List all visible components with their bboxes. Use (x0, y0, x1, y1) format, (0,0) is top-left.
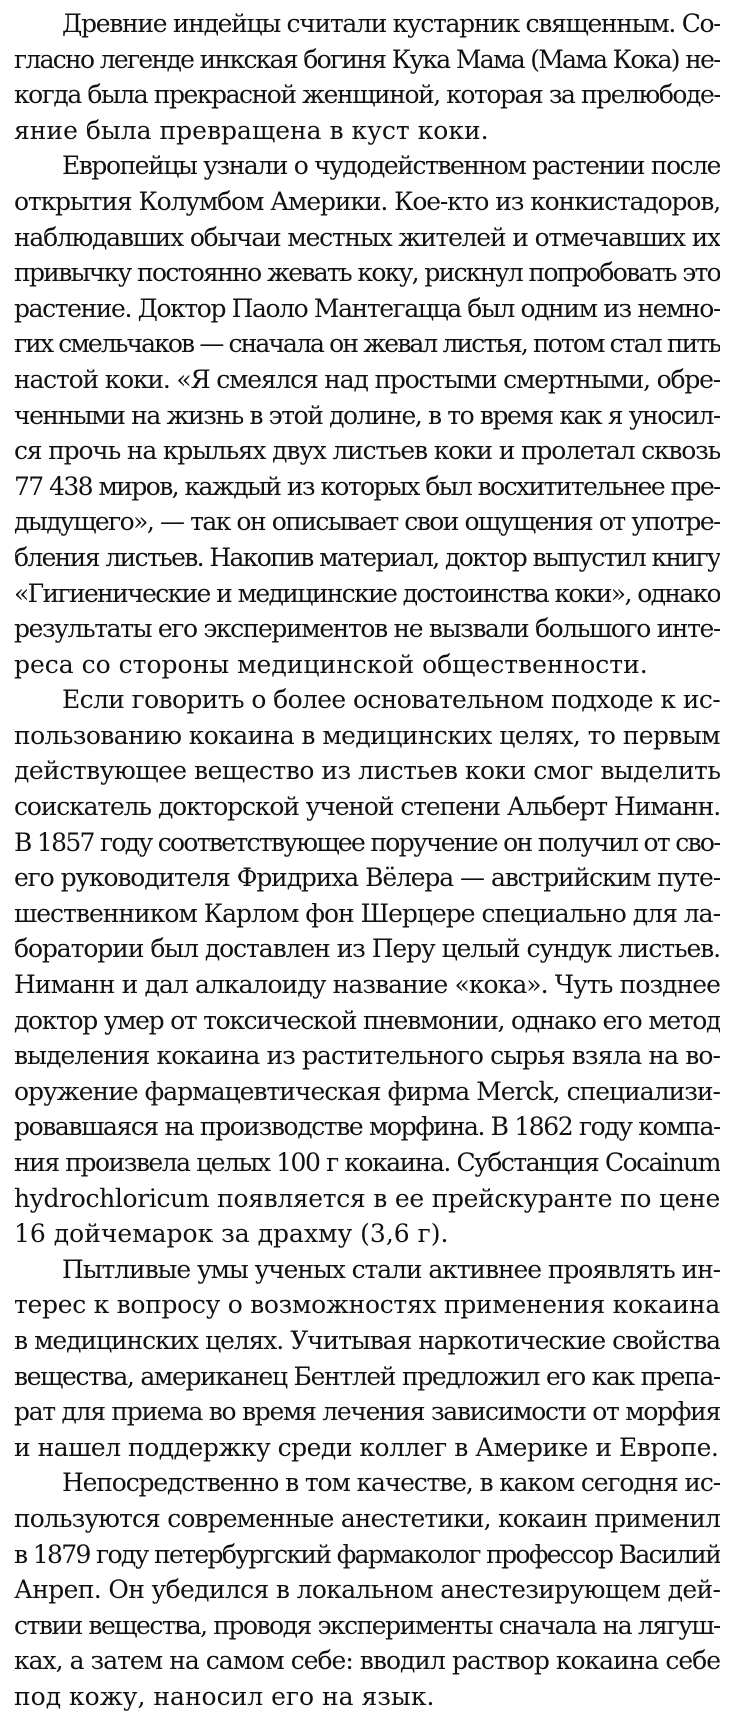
text-line: hydrochloricum появляется в ее прейскуранте по цене (14, 1183, 720, 1213)
text-line: гих смельчаков — сначала он жевал листья, потом стал пить (14, 329, 720, 359)
paragraph-1 (14, 6, 720, 148)
text-line: дыдущего», — так он описывает свои ощущения от употре- (14, 507, 720, 537)
text-line: открытия Колумбом Америки. Кое-кто из конкистадоров, (14, 186, 720, 216)
text-line: соискатель докторской ученой степени Альберт Ниманн. (14, 792, 720, 822)
text-line: ровавшаяся на производстве морфина. В 1862 году компа- (14, 1112, 720, 1142)
text-line: пользуются современные анестетики, кокаин применил (14, 1503, 720, 1533)
text-line: терес к вопросу о возможностях применения кокаина (14, 1290, 720, 1320)
text-line: рат для приема во время лечения зависимости от морфия (14, 1397, 720, 1427)
text-line: наблюдавших обычаи местных жителей и отмечавших их (14, 222, 720, 252)
text-line: Европейцы узнали о чудодейственном растении после (62, 151, 720, 181)
text-line: «Гигиенические и медицинские достоинства коки», однако (14, 578, 720, 608)
text-line: Непосредственно в том качестве, в каком сегодня ис- (62, 1468, 720, 1498)
text-line: в медицинских целях. Учитывая наркотические свойства (14, 1325, 720, 1355)
text-line: результаты его экспериментов не вызвали большого инте- (14, 614, 720, 644)
text-line: Пытливые умы ученых стали активнее проявлять ин- (62, 1254, 720, 1284)
text-line: его руководителя Фридриха Вёлера — австрийским путе- (14, 863, 720, 893)
text-line: настой коки. «Я смеялся над простыми смертными, обре- (14, 364, 720, 394)
text-line: яние была превращена в куст коки. (14, 115, 489, 145)
text-line: реса со стороны медицинской общественности. (14, 649, 648, 679)
paragraph-5 (14, 1465, 720, 1714)
text-line: оружение фармацевтическая фирма Merck, специализи- (14, 1076, 720, 1106)
text-line: пользованию кокаина в медицинских целях, то первым (14, 720, 720, 750)
document-page (14, 6, 720, 1715)
text-line: действующее вещество из листьев коки смог выделить (14, 756, 720, 786)
text-line: 16 дойчемарок за драхму (3,6 г). (14, 1219, 449, 1249)
text-line: вещества, американец Бентлей предложил его как препа- (14, 1361, 720, 1391)
text-line: Если говорить о более основательном подходе к ис- (62, 685, 720, 715)
text-line: ках, а затем на самом себе: вводил раствор кокаина себе (14, 1646, 720, 1676)
text-line: гласно легенде инкская богиня Кука Мама (Мама Кока) не- (14, 44, 720, 74)
text-line: выделения кокаина из растительного сырья взяла на во- (14, 1041, 720, 1071)
text-line: боратории был доставлен из Перу целый сундук листьев. (14, 934, 720, 964)
text-line: привычку постоянно жевать коку, рискнул попробовать это (14, 258, 720, 288)
text-line: бления листьев. Накопив материал, доктор выпустил книгу (14, 542, 720, 572)
text-line: 77 438 миров, каждый из которых был восхитительнее пре- (14, 471, 720, 501)
text-line: в 1879 году петербургский фармаколог профессор Василий (14, 1539, 720, 1569)
text-line: доктор умер от токсической пневмонии, однако его метод (14, 1005, 720, 1035)
text-line: растение. Доктор Паоло Мантегацца был одним из немно- (14, 293, 720, 323)
text-line: Ниманн и дал алкалоиду название «кока». Чуть позднее (14, 970, 720, 1000)
text-line: под кожу, наносил его на язык. (14, 1681, 435, 1711)
paragraph-2 (14, 148, 720, 682)
text-line: шественником Карлом фон Шерцере специально для ла- (14, 898, 720, 928)
text-line: когда была прекрасной женщиной, которая за прелюбоде- (14, 80, 720, 110)
text-line: и нашел поддержку среди коллег в Америке и Европе. (14, 1432, 719, 1462)
text-line: Древние индейцы считали кустарник священным. Со- (62, 9, 720, 38)
text-line: ченными на жизнь в этой долине, в то время как я уносил- (14, 400, 720, 430)
text-line: В 1857 году соответствующее поручение он получил от сво- (14, 827, 720, 857)
text-line: Анреп. Он убедился в локальном анестезирующем дей- (14, 1575, 720, 1605)
text-line: ся прочь на крыльях двух листьев коки и пролетал сквозь (14, 436, 720, 466)
paragraph-4 (14, 1252, 720, 1466)
text-line: ствии вещества, проводя эксперименты сначала на лягуш- (14, 1610, 720, 1640)
paragraph-3 (14, 682, 720, 1252)
text-line: ния произвела целых 100 г кокаина. Субстанция Cocainum (14, 1148, 720, 1177)
